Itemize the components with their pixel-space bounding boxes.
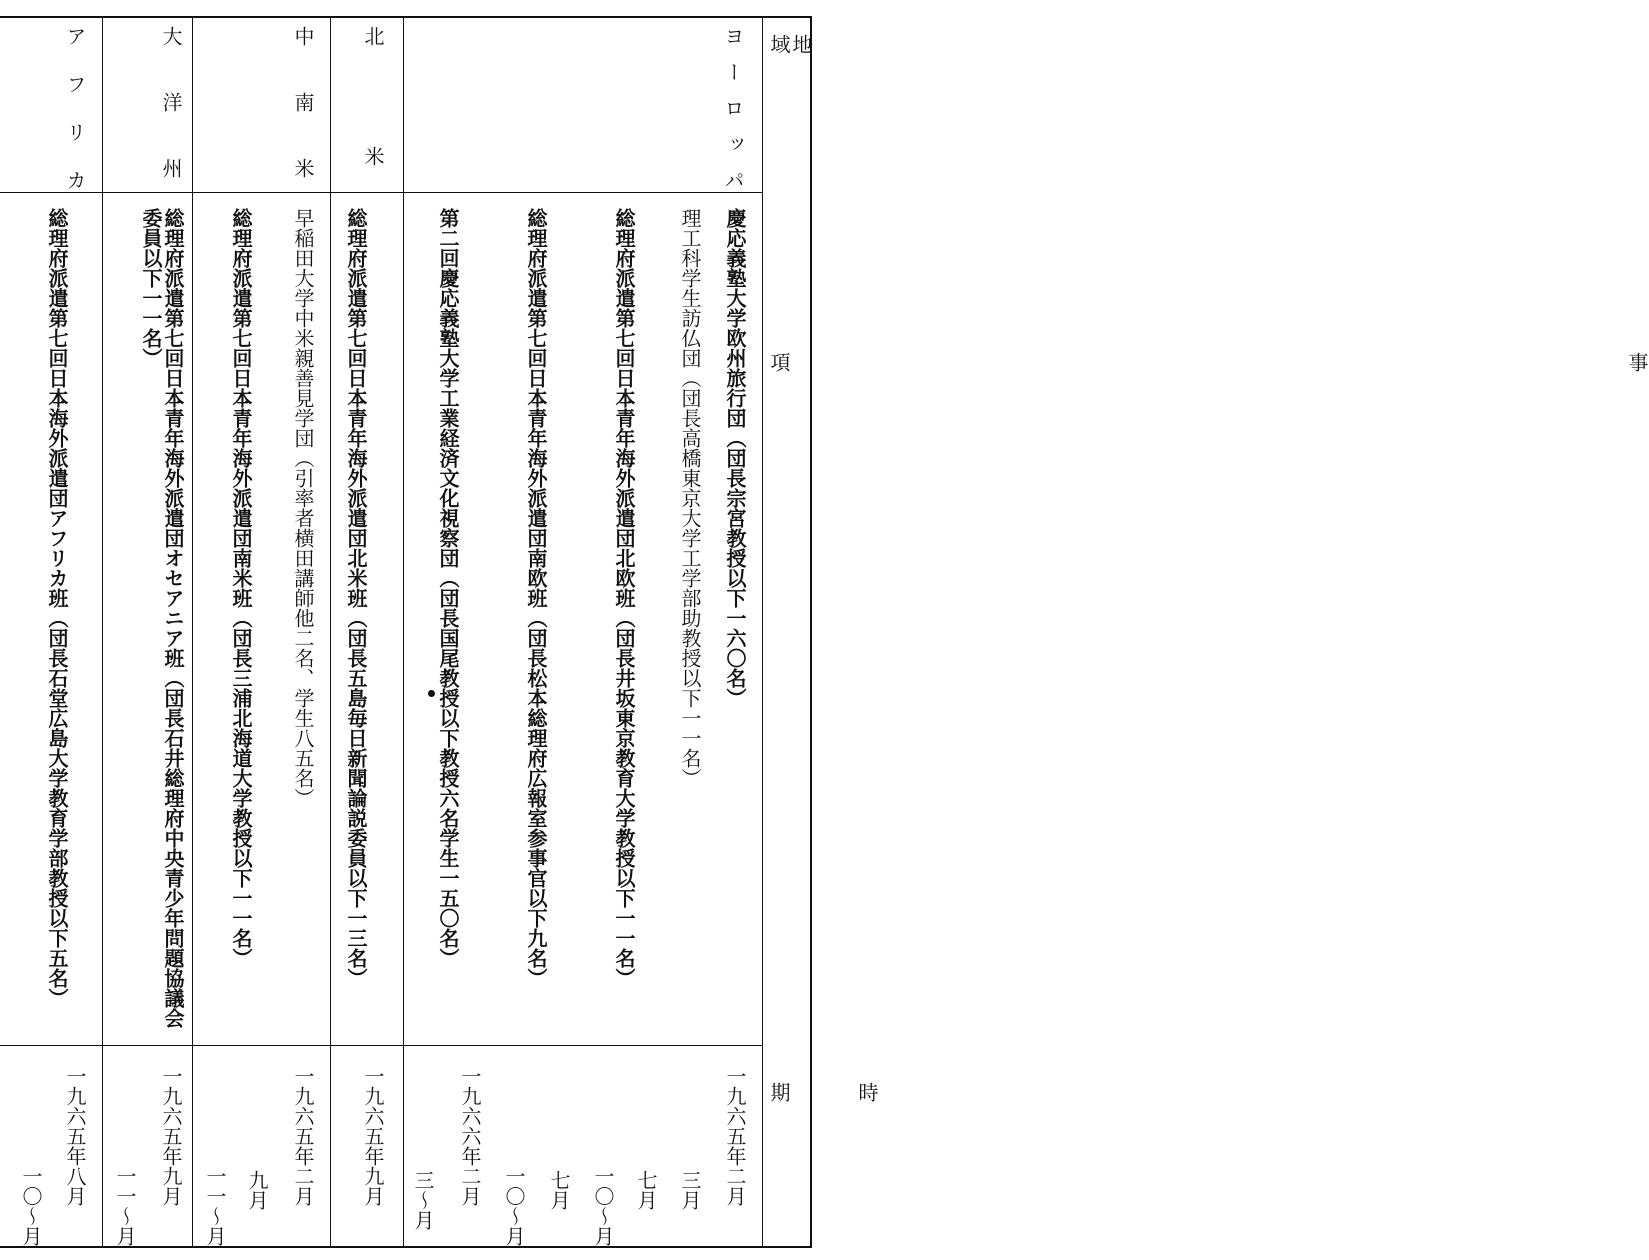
event-europe-4: 総理府派遣第七回日本青年海外派遣団南欧班（団長松本総理府広報室参事官以下九名） (524, 208, 548, 988)
period-oceania-2: 一一〜月 (113, 1166, 137, 1246)
table-bottom-border (0, 1246, 812, 1248)
period-europe-6: 一〇〜月 (502, 1166, 526, 1246)
row-divider-latinamerica-oceania (192, 16, 193, 1248)
header-period: 時 期 (767, 1082, 879, 1102)
event-oceania-1: 総理府派遣第七回日本青年海外派遣団オセアニア班（団長石井総理府中央青少年問題協議会委員以下一一名） (139, 208, 185, 1028)
event-europe-3: 総理府派遣第七回日本青年海外派遣団北欧班（団長井坂東京教育大学教授以下一一名） (612, 208, 636, 988)
region-europe: ヨーロッパ (721, 26, 745, 206)
event-europe-2: 理工科学生訪仏団（団長高橋東京大学工学部助教授以下一一名） (678, 208, 702, 788)
row-divider-europe-northamerica (403, 16, 404, 1248)
event-latin-america-1: 早稲田大学中米親善見学団（引率者横田講師他二名、学生八五名） (291, 208, 315, 808)
region-oceania: 大洋州 (159, 26, 183, 224)
period-africa-2: 一〇〜月 (19, 1166, 43, 1246)
event-latin-america-2: 総理府派遣第七回日本青年海外派遣団南米班（団長三浦北海道大学教授以下一一名） (229, 208, 253, 968)
header-event: 事 項 (767, 352, 1649, 372)
event-africa-1: 総理府派遣第七回日本海外派遣団アフリカ班（団長石堂広島大学教育学部教授以下五名） (45, 208, 69, 1008)
region-north-america: 北米 (361, 26, 385, 266)
period-africa-1: 一九六五年八月 (63, 1066, 87, 1206)
period-oceania-1: 一九六五年九月 (159, 1066, 183, 1206)
period-europe-7: 一九六六年二月 (458, 1066, 482, 1206)
row-divider-oceania-africa (102, 16, 103, 1248)
period-europe-2: 三月 (678, 1170, 702, 1210)
period-europe-4: 一〇〜月 (591, 1166, 615, 1246)
period-north-america-1: 一九六五年九月 (361, 1066, 385, 1206)
period-europe-3: 七月 (634, 1170, 658, 1210)
row-divider-northamerica-latinamerica (330, 16, 331, 1248)
period-europe-1: 一九六五年二月 (723, 1066, 747, 1206)
period-europe-8: 三〜月 (411, 1170, 435, 1230)
region-latin-america: 中南米 (291, 26, 315, 224)
period-band-divider (0, 1045, 762, 1046)
region-africa: アフリカ (63, 26, 87, 218)
period-latin-america-1: 一九六五年二月 (291, 1066, 315, 1206)
event-europe-1: 慶応義塾大学欧州旅行団（団長宗宮教授以下一六〇名） (723, 208, 747, 708)
period-latin-america-3: 一一〜月 (203, 1166, 227, 1246)
period-latin-america-2: 九月 (245, 1170, 269, 1210)
header-column-divider (762, 16, 763, 1248)
ink-dot (428, 690, 435, 697)
event-north-america-1: 総理府派遣第七回日本青年海外派遣団北米班（団長五島毎日新聞論説委員以下一三名） (344, 208, 368, 988)
header-region: 地 域 (767, 34, 813, 54)
table-top-border (0, 16, 812, 18)
period-europe-5: 七月 (547, 1170, 571, 1210)
event-europe-5: 第二回慶応義塾大学工業経済文化視察団（団長国尾教授以下教授六名学生一五〇名） (436, 208, 460, 968)
